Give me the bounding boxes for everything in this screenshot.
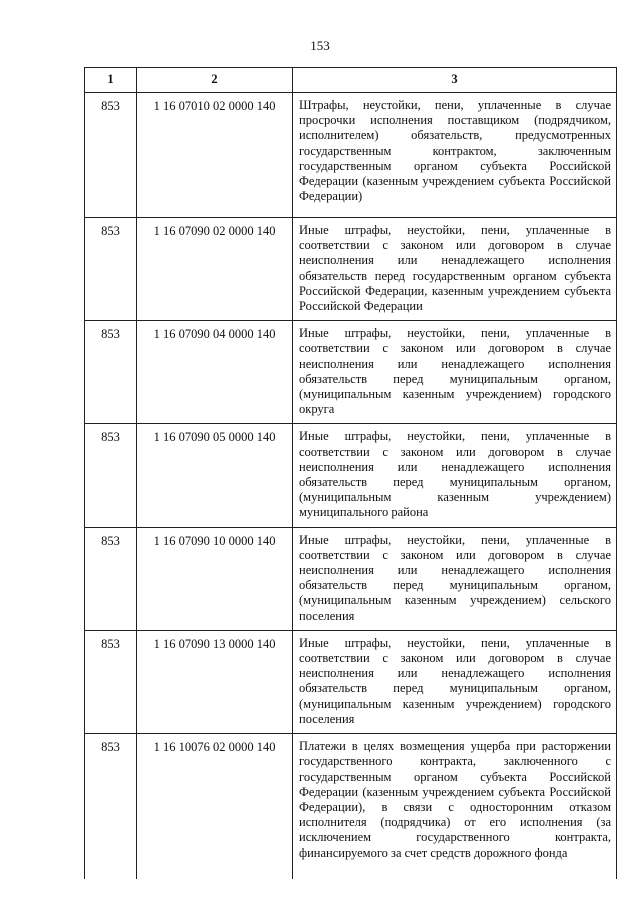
description-cell: Иные штрафы, неустойки, пени, уплаченные в соответствии с законом или договором в случае неисполнения или ненадлежащего исполнения обязательств перед муниципальным органом, (муниципальным казенным учреждением) городского округа bbox=[293, 321, 617, 424]
budget-code-cell: 1 16 10076 02 0000 140 bbox=[137, 734, 293, 880]
table-header-row bbox=[85, 68, 617, 93]
admin-code-cell: 853 bbox=[85, 734, 137, 880]
column-header-3: 3 bbox=[293, 68, 617, 93]
admin-code-cell: 853 bbox=[85, 630, 137, 733]
admin-code-cell: 853 bbox=[85, 424, 137, 527]
description-cell: Платежи в целях возмещения ущерба при расторжении государственного контракта, заключенного с государственным органом субъекта Российской Федерации (казенным учреждением субъекта Российской Федерации), в связи с односторонним отказом исполнителя (подрядчика) от его исполнения (за исключением государственного контракта, финансируемого за счет средств дорожного фонда bbox=[293, 734, 617, 880]
budget-code-cell: 1 16 07090 10 0000 140 bbox=[137, 527, 293, 630]
budget-code-cell: 1 16 07090 13 0000 140 bbox=[137, 630, 293, 733]
budget-code-cell: 1 16 07090 02 0000 140 bbox=[137, 218, 293, 321]
admin-code-cell: 853 bbox=[85, 218, 137, 321]
page-number: 153 bbox=[310, 38, 330, 53]
description-cell: Иные штрафы, неустойки, пени, уплаченные в соответствии с законом или договором в случае неисполнения или ненадлежащего исполнения обязательств перед государственным органом субъекта Российской Федерации, казенным учреждением субъекта Российской Федерации bbox=[293, 218, 617, 321]
table-row bbox=[85, 734, 617, 880]
table-row bbox=[85, 321, 617, 424]
column-header-1: 1 bbox=[85, 68, 137, 93]
budget-code-cell: 1 16 07010 02 0000 140 bbox=[137, 93, 293, 218]
table-row bbox=[85, 527, 617, 630]
admin-code-cell: 853 bbox=[85, 527, 137, 630]
description-cell: Штрафы, неустойки, пени, уплаченные в случае просрочки исполнения поставщиком (подрядчиком, исполнителем) обязательств, предусмотренных государственным контрактом, заключенным государственным органом субъекта Российской Федерации (казенным учреждением субъекта Российской Федерации) bbox=[293, 93, 617, 218]
table-row bbox=[85, 424, 617, 527]
description-cell: Иные штрафы, неустойки, пени, уплаченные в соответствии с законом или договором в случае неисполнения или ненадлежащего исполнения обязательств перед муниципальным органом, (муниципальным казенным учреждением) муниципального района bbox=[293, 424, 617, 527]
description-cell: Иные штрафы, неустойки, пени, уплаченные в соответствии с законом или договором в случае неисполнения или ненадлежащего исполнения обязательств перед муниципальным органом, (муниципальным казенным учреждением) сельского поселения bbox=[293, 527, 617, 630]
column-header-2: 2 bbox=[137, 68, 293, 93]
table-row bbox=[85, 630, 617, 733]
budget-classification-table bbox=[84, 67, 617, 879]
description-cell: Иные штрафы, неустойки, пени, уплаченные в соответствии с законом или договором в случае неисполнения или ненадлежащего исполнения обязательств перед муниципальным органом, (муниципальным казенным учреждением) городского поселения bbox=[293, 630, 617, 733]
budget-code-cell: 1 16 07090 05 0000 140 bbox=[137, 424, 293, 527]
budget-code-cell: 1 16 07090 04 0000 140 bbox=[137, 321, 293, 424]
table-row bbox=[85, 93, 617, 218]
admin-code-cell: 853 bbox=[85, 321, 137, 424]
admin-code-cell: 853 bbox=[85, 93, 137, 218]
table-row bbox=[85, 218, 617, 321]
